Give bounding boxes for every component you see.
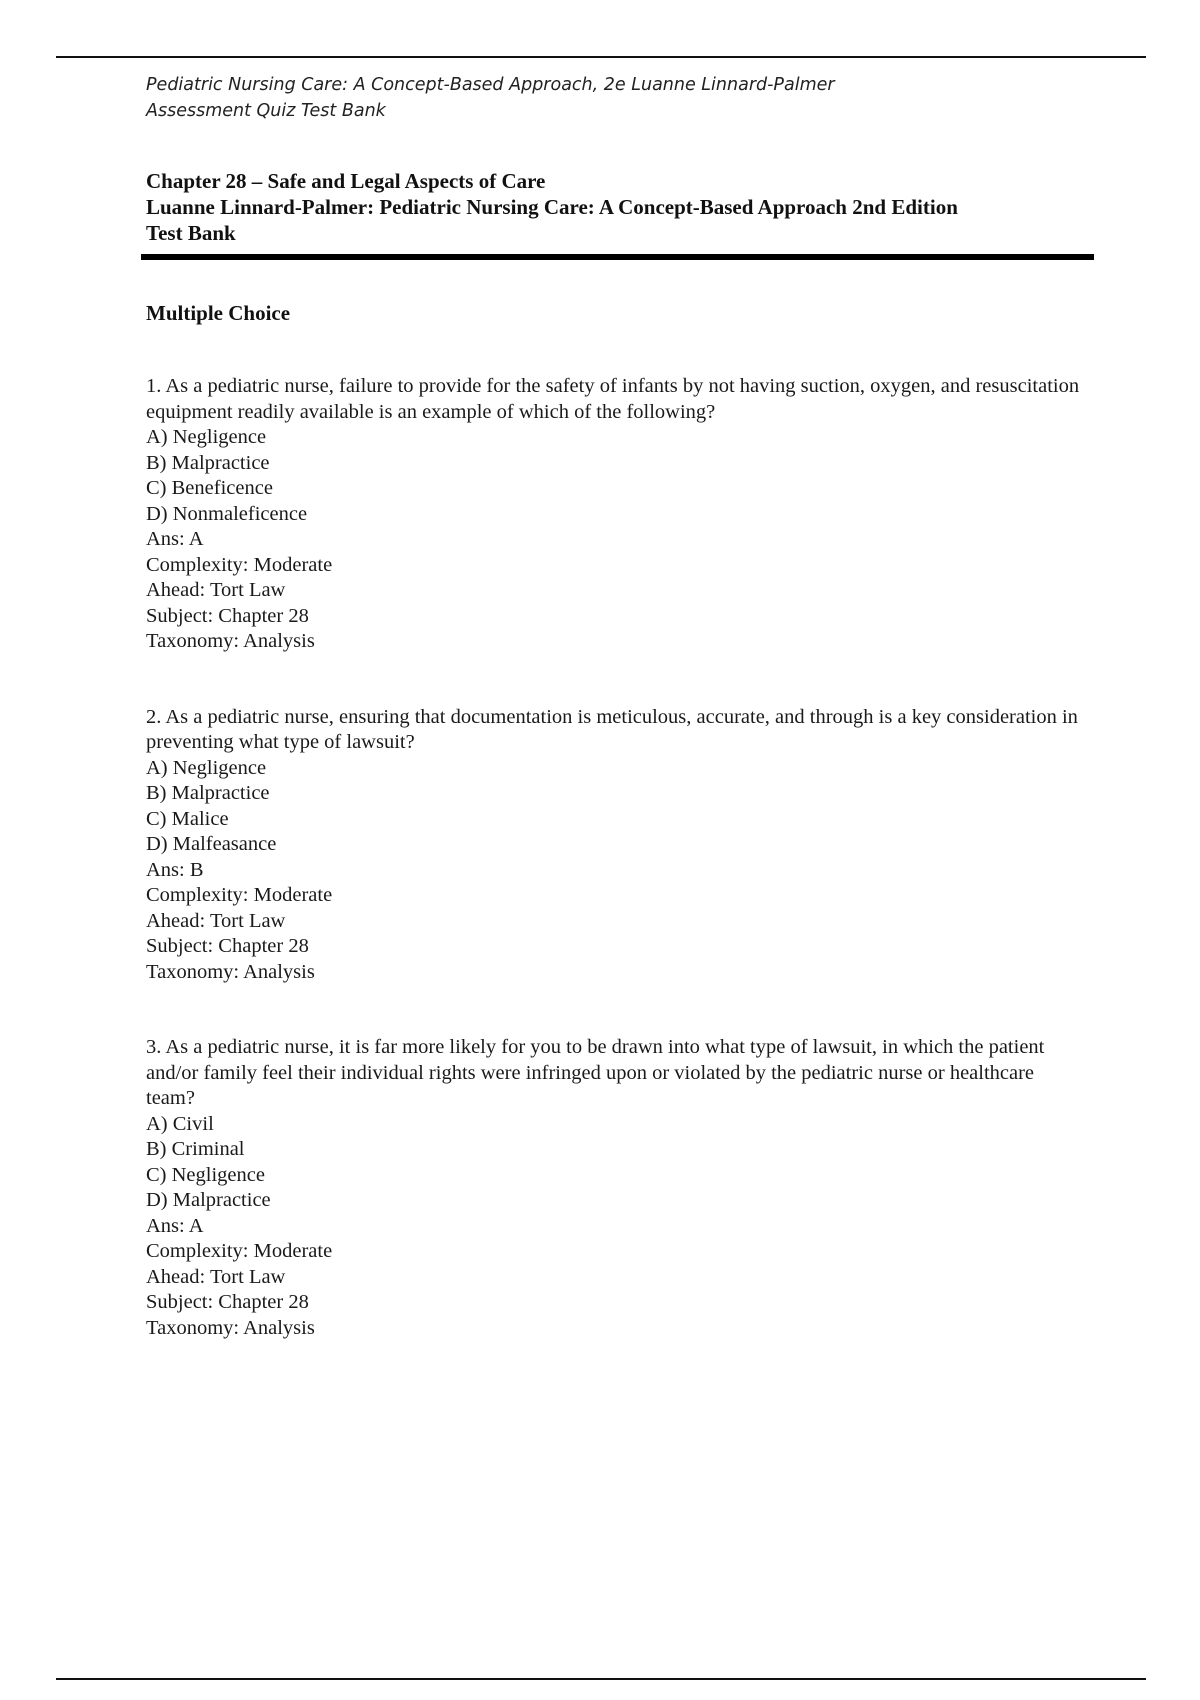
taxonomy: Taxonomy: Analysis [146,960,315,983]
running-header [146,72,835,124]
option-c: C) Beneficence [146,477,273,499]
taxonomy: Taxonomy: Analysis [146,630,315,652]
option-c: C) Negligence [146,1163,265,1186]
running-header-line-2: Assessment Quiz Test Bank [146,101,386,121]
book-title: Luanne Linnard-Palmer: Pediatric Nursing Care: A Concept-Based Approach 2nd Edition [146,195,958,219]
option-c: C) Malice [146,807,229,830]
running-header-line-1: Pediatric Nursing Care: A Concept-Based Approach, 2e Luanne Linnard-Palmer [146,75,835,95]
ahead: Ahead: Tort Law [146,1265,286,1288]
question-3 [146,1035,1086,1341]
option-b: B) Criminal [146,1138,245,1160]
option-b: B) Malpractice [146,782,270,804]
title-block [146,168,958,246]
question-stem: 1. As a pediatric nurse, failure to provide for the safety of infants by not having suction, oxygen, and resuscitation equipment readily available is an example of which of the following? [146,375,1080,423]
question-stem: 2. As a pediatric nurse, ensuring that documentation is meticulous, accurate, and through is a key consideration in preventing what type of lawsuit? [146,705,1078,753]
taxonomy: Taxonomy: Analysis [146,1316,315,1339]
bottom-rule [56,1678,1146,1680]
complexity: Complexity: Moderate [146,553,333,576]
top-rule [56,56,1146,58]
option-d: D) Malpractice [146,1189,271,1211]
subject: Subject: Chapter 28 [146,1291,309,1313]
option-a: A) Negligence [146,756,267,779]
option-a: A) Civil [146,1112,214,1135]
complexity: Complexity: Moderate [146,884,333,906]
option-b: B) Malpractice [146,451,270,474]
answer: Ans: A [146,528,204,550]
option-d: D) Malfeasance [146,833,277,855]
option-d: D) Nonmaleficence [146,502,308,525]
ahead: Ahead: Tort Law [146,909,286,932]
section-heading: Multiple Choice [146,301,291,325]
ahead: Ahead: Tort Law [146,579,286,601]
answer: Ans: A [146,1214,204,1237]
question-1 [146,374,1086,655]
subject: Subject: Chapter 28 [146,935,309,957]
question-stem: 3. As a pediatric nurse, it is far more likely for you to be drawn into what type of lawsuit, in which the patient and/or family feel their individual rights were infringed upon or violated by the pediatric nurse or healthcare team? [146,1036,1045,1109]
chapter-title: Chapter 28 – Safe and Legal Aspects of Care [146,169,546,193]
subject: Subject: Chapter 28 [146,604,309,627]
option-a: A) Negligence [146,426,267,448]
question-list [146,374,1086,1391]
title-divider [141,254,1094,260]
answer: Ans: B [146,858,204,881]
complexity: Complexity: Moderate [146,1240,333,1262]
document-type: Test Bank [146,221,236,245]
question-2 [146,705,1086,986]
